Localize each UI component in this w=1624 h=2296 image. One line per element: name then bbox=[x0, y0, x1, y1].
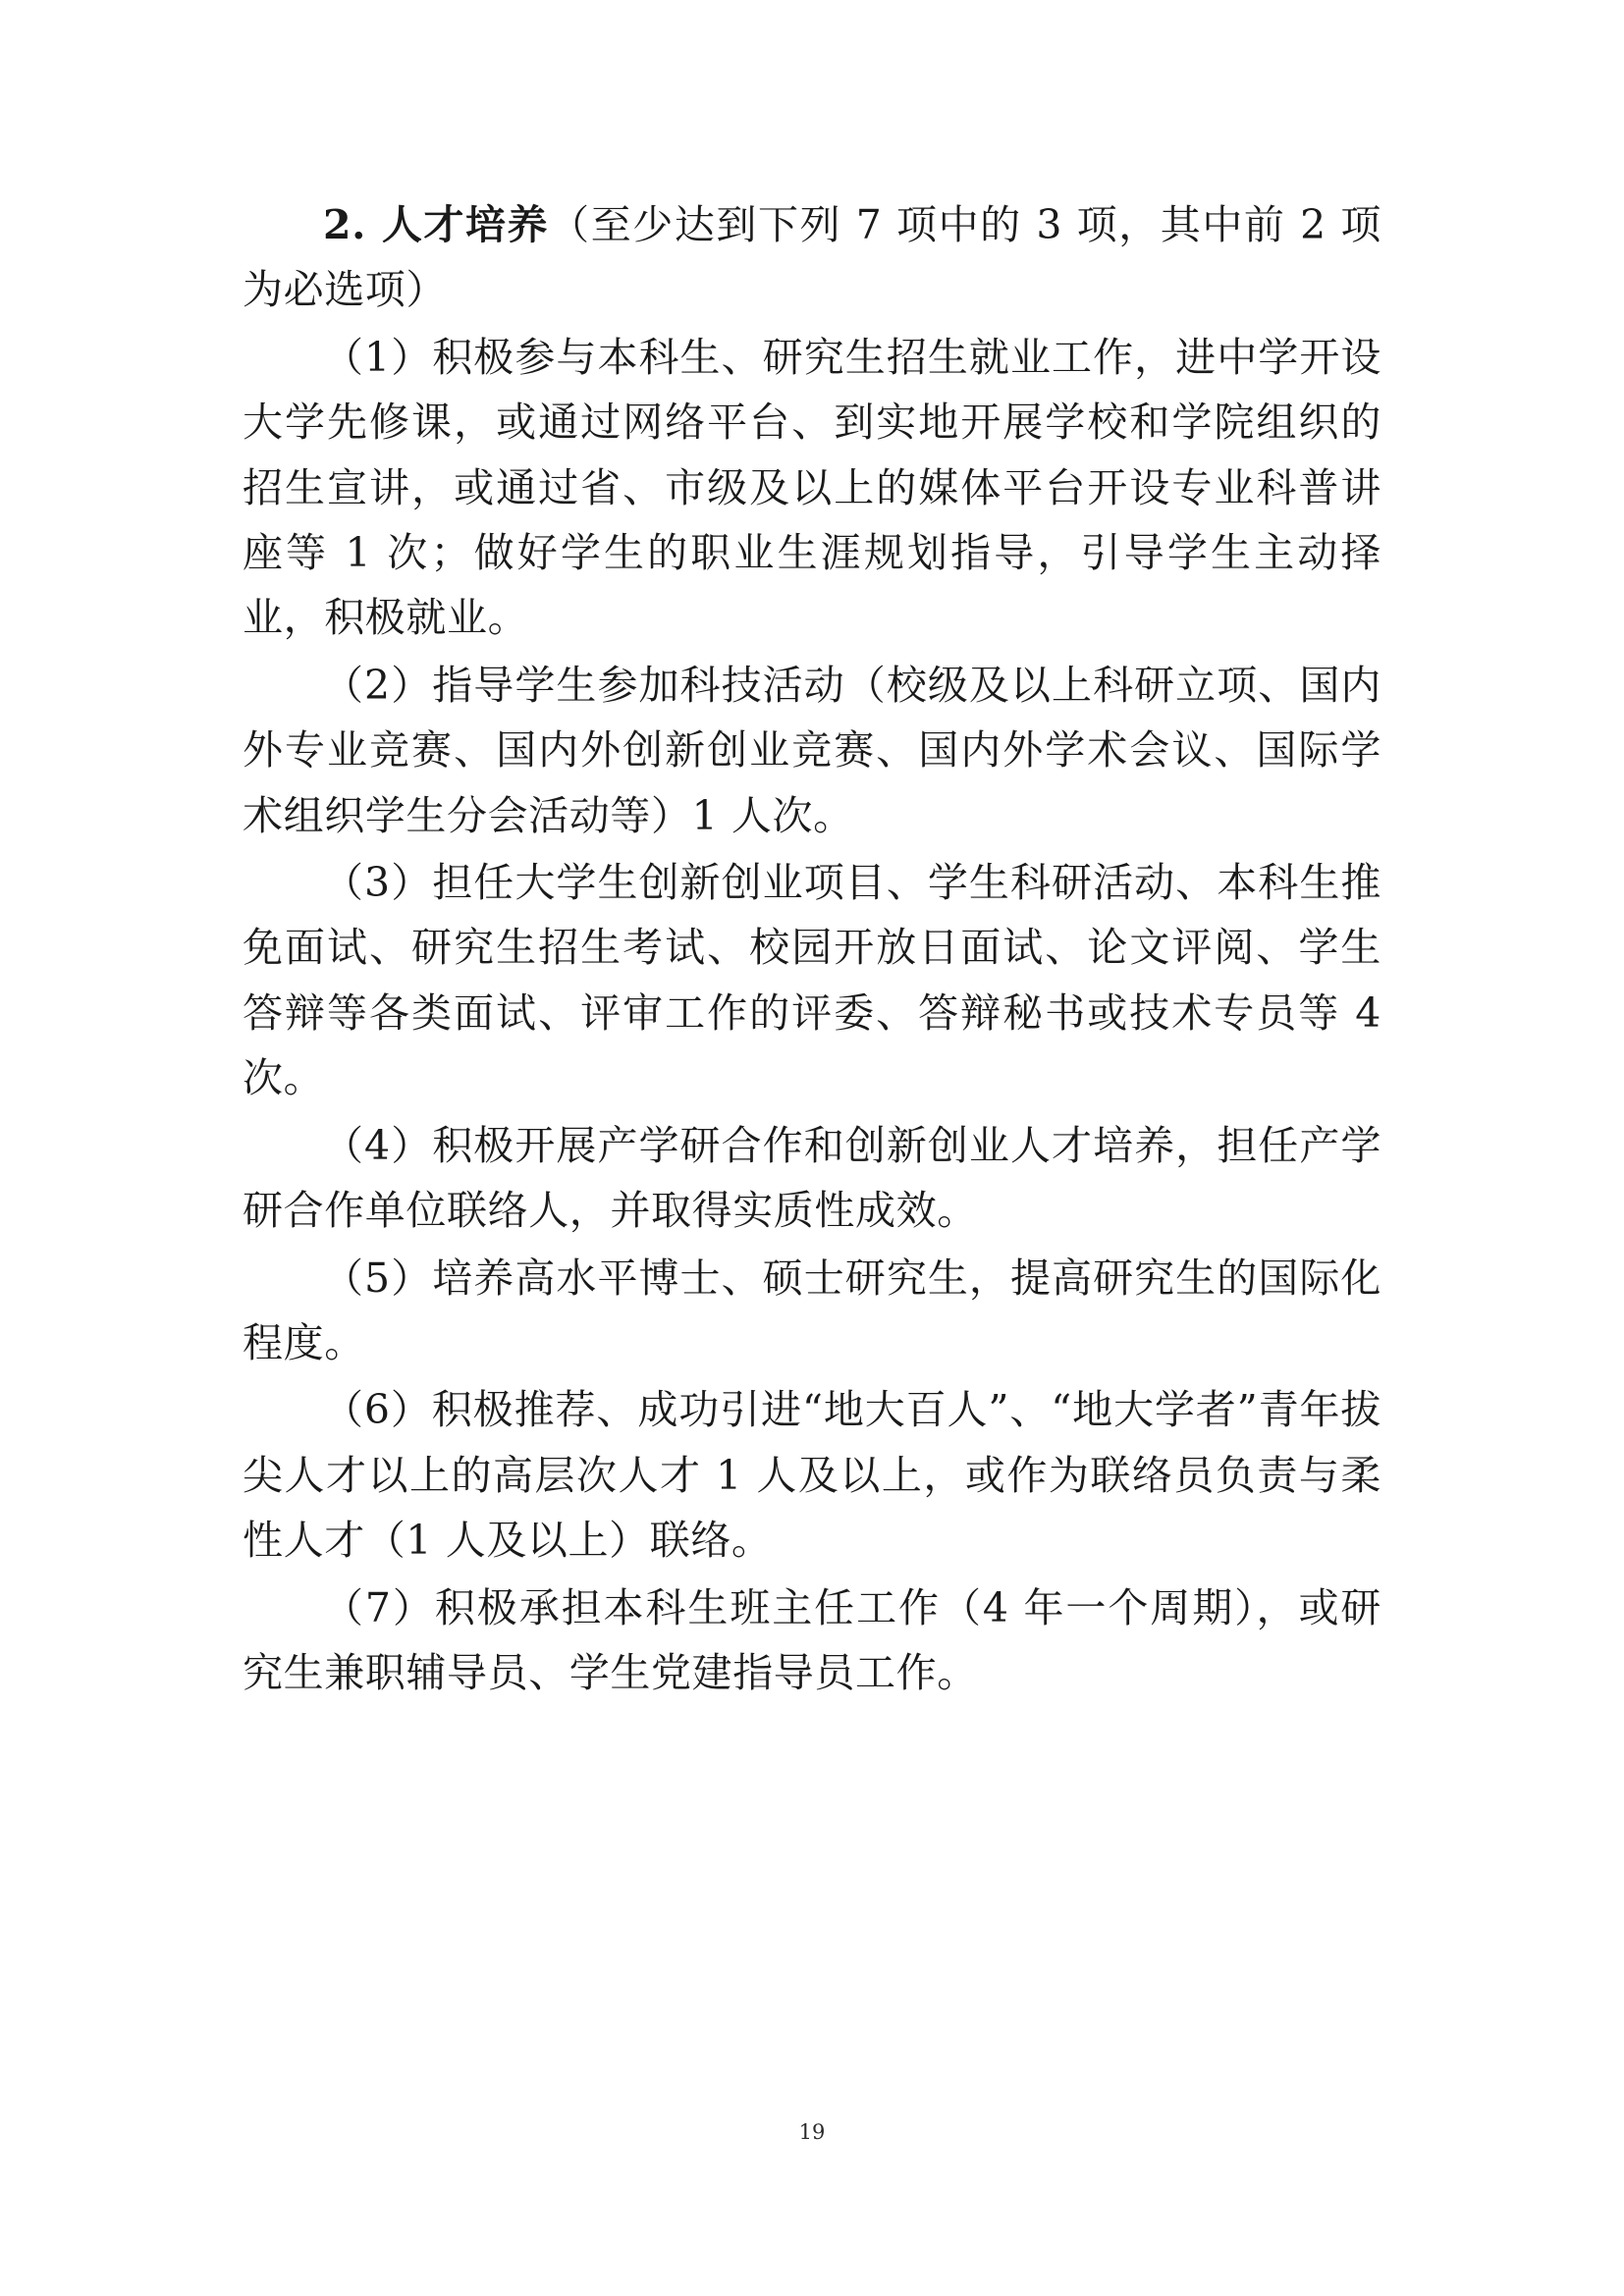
page-number: 19 bbox=[798, 2120, 826, 2144]
section-heading-qualifier: （至少达到下列 7 项中的 3 项，其中前 2 项为必选项） bbox=[243, 201, 1381, 314]
list-item: （5）培养高水平博士、硕士研究生，提高研究生的国际化程度。 bbox=[243, 1254, 1381, 1366]
list-item: （6）积极推荐、成功引进“地大百人”、“地大学者”青年拔尖人才以上的高层次人才 1 人及以上，或作为联络员负责与柔性人才（1 人及以上）联络。 bbox=[243, 1386, 1381, 1565]
section-heading-label: 2. 人才培养 bbox=[323, 201, 550, 248]
list-item: （4）积极开展产学研合作和创新创业人才培养，担任产学研合作单位联络人，并取得实质性成效。 bbox=[243, 1121, 1381, 1235]
list-item: （3）担任大学生创新创业项目、学生科研活动、本科生推免面试、研究生招生考试、校园开放日面试、论文评阅、学生答辩等各类面试、评审工作的评委、答辩秘书或技术专员等 4 次。 bbox=[243, 859, 1381, 1102]
list-item: （2）指导学生参加科技活动（校级及以上科研立项、国内外专业竞赛、国内外创新创业竞赛、国内外学术会议、国际学术组织学生分会活动等）1 人次。 bbox=[243, 661, 1381, 839]
page-content bbox=[243, 192, 1381, 1707]
section-heading bbox=[243, 192, 1381, 323]
list-item: （7）积极承担本科生班主任工作（4 年一个周期），或研究生兼职辅导员、学生党建指导员工作。 bbox=[243, 1583, 1381, 1696]
list-item: （1）积极参与本科生、研究生招生就业工作，进中学开设大学先修课，或通过网络平台、到实地开展学校和学院组织的招生宣讲，或通过省、市级及以上的媒体平台开设专业科普讲座等 1 次；做好学生的职业生涯规划指导，引导学生主动择业，积极就业。 bbox=[243, 333, 1381, 642]
